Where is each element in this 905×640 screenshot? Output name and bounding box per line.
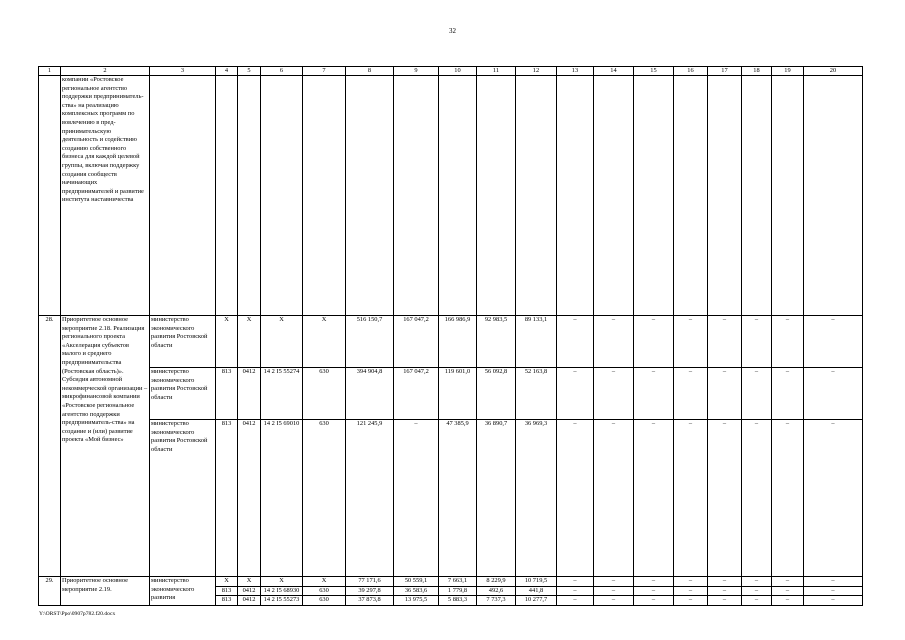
value-cell-c20: – bbox=[804, 316, 863, 368]
value-cell-c14: – bbox=[594, 577, 634, 587]
value-cell-c6: Х bbox=[261, 577, 303, 587]
table-cell bbox=[394, 76, 439, 316]
value-cell-c12: 36 969,3 bbox=[516, 420, 557, 577]
value-cell-c18: – bbox=[742, 596, 772, 606]
value-cell-c12: 89 133,1 bbox=[516, 316, 557, 368]
value-cell-c15: – bbox=[634, 577, 674, 587]
table-cell bbox=[238, 76, 261, 316]
header-row bbox=[39, 67, 863, 76]
row-number-cell: 28. bbox=[39, 316, 61, 577]
value-cell-c9: 50 559,1 bbox=[394, 577, 439, 587]
header-col-11: 11 bbox=[477, 67, 516, 76]
header-col-3: 3 bbox=[150, 67, 216, 76]
value-cell-c4: 813 bbox=[216, 368, 238, 420]
value-cell-c11: 36 890,7 bbox=[477, 420, 516, 577]
value-cell-c15: – bbox=[634, 586, 674, 596]
value-cell-c15: – bbox=[634, 596, 674, 606]
header-col-19: 19 bbox=[772, 67, 804, 76]
header-col-9: 9 bbox=[394, 67, 439, 76]
header-col-6: 6 bbox=[261, 67, 303, 76]
header-col-7: 7 bbox=[303, 67, 346, 76]
value-cell-c7: 630 bbox=[303, 368, 346, 420]
header-col-12: 12 bbox=[516, 67, 557, 76]
value-cell-c8: 516 150,7 bbox=[346, 316, 394, 368]
value-cell-c6: 14 2 I5 69010 bbox=[261, 420, 303, 577]
value-cell-c5: 0412 bbox=[238, 586, 261, 596]
value-cell-c13: – bbox=[557, 596, 594, 606]
event-name-cell: Приоритетное основное мероприятие 2.18. Реализация регионального проекта «Акселерация субъектов малого и среднего предпринимательства (Ростовская область)». Субсидия автономной некоммерческой организации – микрофинансовой компании «Ростовское региональное агентство поддержки предприниматель-ства» на создание и (или) развитие проекта «Мой бизнес» bbox=[61, 316, 150, 577]
value-cell-c4: 813 bbox=[216, 420, 238, 577]
table-cell bbox=[772, 76, 804, 316]
value-cell-c11: 56 092,8 bbox=[477, 368, 516, 420]
value-cell-c10: 47 385,9 bbox=[439, 420, 477, 577]
value-cell-c7: 630 bbox=[303, 586, 346, 596]
value-cell-c6: 14 2 I5 68930 bbox=[261, 586, 303, 596]
value-cell-c13: – bbox=[557, 316, 594, 368]
value-cell-c16: – bbox=[674, 586, 708, 596]
header-col-17: 17 bbox=[708, 67, 742, 76]
value-cell-c18: – bbox=[742, 577, 772, 587]
table-cell bbox=[804, 76, 863, 316]
table-cell bbox=[742, 76, 772, 316]
table-cell bbox=[634, 76, 674, 316]
value-cell-c8: 77 171,6 bbox=[346, 577, 394, 587]
table-row bbox=[39, 368, 863, 420]
value-cell-c4: 813 bbox=[216, 596, 238, 606]
value-cell-c15: – bbox=[634, 316, 674, 368]
header-col-14: 14 bbox=[594, 67, 634, 76]
value-cell-c8: 39 297,8 bbox=[346, 586, 394, 596]
value-cell-c14: – bbox=[594, 420, 634, 577]
budget-table bbox=[38, 66, 863, 606]
value-cell-c4: 813 bbox=[216, 586, 238, 596]
value-cell-c14: – bbox=[594, 368, 634, 420]
value-cell-c19: – bbox=[772, 596, 804, 606]
value-cell-c5: Х bbox=[238, 316, 261, 368]
value-cell-c6: Х bbox=[261, 316, 303, 368]
executor-cell: министерство экономического развития Ростовской области bbox=[150, 368, 216, 420]
value-cell-c5: 0412 bbox=[238, 596, 261, 606]
event-name-cell: Приоритетное основное мероприятие 2.19. bbox=[61, 577, 150, 606]
file-path-footer: Y:\ORST\Ppo\0907p782.f20.docx bbox=[39, 611, 116, 617]
value-cell-c20: – bbox=[804, 596, 863, 606]
value-cell-c16: – bbox=[674, 577, 708, 587]
value-cell-c17: – bbox=[708, 586, 742, 596]
value-cell-c11: 8 229,9 bbox=[477, 577, 516, 587]
value-cell-c11: 92 983,5 bbox=[477, 316, 516, 368]
value-cell-c8: 37 873,8 bbox=[346, 596, 394, 606]
table-cell bbox=[594, 76, 634, 316]
value-cell-c16: – bbox=[674, 316, 708, 368]
table-cell bbox=[439, 76, 477, 316]
value-cell-c20: – bbox=[804, 586, 863, 596]
value-cell-c13: – bbox=[557, 368, 594, 420]
value-cell-c9: 167 047,2 bbox=[394, 316, 439, 368]
value-cell-c18: – bbox=[742, 420, 772, 577]
value-cell-c7: Х bbox=[303, 316, 346, 368]
value-cell-c19: – bbox=[772, 577, 804, 587]
value-cell-c6: 14 2 I5 55274 bbox=[261, 368, 303, 420]
value-cell-c6: 14 2 I5 55273 bbox=[261, 596, 303, 606]
value-cell-c5: 0412 bbox=[238, 368, 261, 420]
header-col-16: 16 bbox=[674, 67, 708, 76]
header-col-5: 5 bbox=[238, 67, 261, 76]
value-cell-c9: 167 047,2 bbox=[394, 368, 439, 420]
value-cell-c7: 630 bbox=[303, 420, 346, 577]
value-cell-c13: – bbox=[557, 577, 594, 587]
header-col-13: 13 bbox=[557, 67, 594, 76]
value-cell-c17: – bbox=[708, 316, 742, 368]
value-cell-c9: – bbox=[394, 420, 439, 577]
value-cell-c17: – bbox=[708, 577, 742, 587]
page-number: 32 bbox=[449, 27, 456, 35]
value-cell-c14: – bbox=[594, 586, 634, 596]
value-cell-c5: 0412 bbox=[238, 420, 261, 577]
table-cell bbox=[516, 76, 557, 316]
value-cell-c15: – bbox=[634, 368, 674, 420]
value-cell-c17: – bbox=[708, 596, 742, 606]
value-cell-c18: – bbox=[742, 316, 772, 368]
value-cell-c17: – bbox=[708, 368, 742, 420]
header-col-2: 2 bbox=[61, 67, 150, 76]
executor-cell: министерство экономического развития Ростовской области bbox=[150, 420, 216, 577]
value-cell-c18: – bbox=[742, 368, 772, 420]
header-col-10: 10 bbox=[439, 67, 477, 76]
header-col-18: 18 bbox=[742, 67, 772, 76]
table-cell bbox=[477, 76, 516, 316]
value-cell-c18: – bbox=[742, 586, 772, 596]
table-cell bbox=[674, 76, 708, 316]
header-col-20: 20 bbox=[804, 67, 863, 76]
value-cell-c12: 10 277,7 bbox=[516, 596, 557, 606]
value-cell-c11: 7 737,3 bbox=[477, 596, 516, 606]
value-cell-c10: 166 986,9 bbox=[439, 316, 477, 368]
value-cell-c9: 13 975,5 bbox=[394, 596, 439, 606]
table-cell bbox=[557, 76, 594, 316]
table-row bbox=[39, 316, 863, 368]
value-cell-c14: – bbox=[594, 596, 634, 606]
table-cell bbox=[303, 76, 346, 316]
value-cell-c8: 121 245,9 bbox=[346, 420, 394, 577]
table-cell bbox=[150, 76, 216, 316]
value-cell-c16: – bbox=[674, 368, 708, 420]
header-col-4: 4 bbox=[216, 67, 238, 76]
value-cell-c12: 52 163,8 bbox=[516, 368, 557, 420]
value-cell-c16: – bbox=[674, 596, 708, 606]
value-cell-c13: – bbox=[557, 586, 594, 596]
value-cell-c20: – bbox=[804, 420, 863, 577]
value-cell-c10: 5 883,3 bbox=[439, 596, 477, 606]
value-cell-c13: – bbox=[557, 420, 594, 577]
value-cell-c8: 394 904,8 bbox=[346, 368, 394, 420]
value-cell-c12: 441,8 bbox=[516, 586, 557, 596]
value-cell-c19: – bbox=[772, 420, 804, 577]
value-cell-c20: – bbox=[804, 577, 863, 587]
table-row bbox=[39, 577, 863, 587]
value-cell-c17: – bbox=[708, 420, 742, 577]
table-row bbox=[39, 76, 863, 316]
value-cell-c7: 630 bbox=[303, 596, 346, 606]
executor-cell: министерство экономического развития bbox=[150, 577, 216, 606]
value-cell-c19: – bbox=[772, 316, 804, 368]
value-cell-c19: – bbox=[772, 586, 804, 596]
value-cell-c16: – bbox=[674, 420, 708, 577]
value-cell-c9: 36 583,6 bbox=[394, 586, 439, 596]
event-name-cell: компании «Ростовское региональное агентство поддержки предприниматель-ства» на реализацию комплексных программ по вовлечению в пред-принимательскую деятельность и содействию созданию собственного бизнеса для каждой целевой группы, включая поддержку создания сообществ начинающих предпринимателей и развитие института наставничества bbox=[61, 76, 150, 316]
row-number-cell: 29. bbox=[39, 577, 61, 606]
executor-cell: министерство экономического развития Ростовской области bbox=[150, 316, 216, 368]
header-col-8: 8 bbox=[346, 67, 394, 76]
table-row bbox=[39, 420, 863, 577]
value-cell-c4: Х bbox=[216, 316, 238, 368]
value-cell-c14: – bbox=[594, 316, 634, 368]
table-cell bbox=[261, 76, 303, 316]
value-cell-c15: – bbox=[634, 420, 674, 577]
header-col-15: 15 bbox=[634, 67, 674, 76]
value-cell-c19: – bbox=[772, 368, 804, 420]
value-cell-c7: Х bbox=[303, 577, 346, 587]
value-cell-c10: 7 663,1 bbox=[439, 577, 477, 587]
value-cell-c11: 492,6 bbox=[477, 586, 516, 596]
value-cell-c4: Х bbox=[216, 577, 238, 587]
value-cell-c10: 1 779,8 bbox=[439, 586, 477, 596]
table-cell bbox=[216, 76, 238, 316]
table-cell bbox=[708, 76, 742, 316]
table-cell bbox=[346, 76, 394, 316]
value-cell-c12: 10 719,5 bbox=[516, 577, 557, 587]
header-col-1: 1 bbox=[39, 67, 61, 76]
value-cell-c20: – bbox=[804, 368, 863, 420]
row-number-cell bbox=[39, 76, 61, 316]
value-cell-c5: Х bbox=[238, 577, 261, 587]
value-cell-c10: 119 601,0 bbox=[439, 368, 477, 420]
